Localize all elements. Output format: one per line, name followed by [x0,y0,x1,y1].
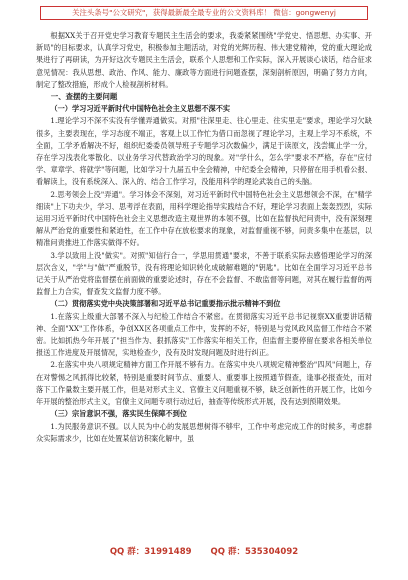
item-paragraph-4: 1.在落实上级重大部署不深入与纪检工作结合不紧密。在贯彻落实习近平总书记视察XX重要讲话精神、全面"XX"工作体系，争创XX区各项重点工作中，发挥的不好，特别是与党风政风监督工作结合不紧密。比如抓热今年开展了"担当作为、狠抓落实"工作落实年相关工作，但监督主要停留在要求各相关单位报送工作进度及开展情况，实地检查少，没有及时发现问题及时进行纠正。 [36,311,372,358]
item-paragraph-1: 1.理论学习不深不实没有学懂弄通做实。对照"往深里走、往心里走、往实里走"要求，理论学习欠缺很多，主要表现在，学习态度不端正，客观上以工作忙为借口而忽视了理论学习，主观上学习不系统，不全面，工学矛盾解决不好，组织纪委委员领导班子专题学习次数偏少，满足于读原文，浅尝辄止学一分，存在学习浅表化零散化、以业务学习代替政治学习的现象。对"学什么，怎么学"要求不严格，存在"应付学、章章学、将就学"等问题，比如学习十九届五中全会精神，中纪委全会精神，只停留在用手机看公报、看解读上，没有系统深入、深入的、结合工作学习，没能用科学的理论武装自己的头脑。 [36,116,372,187]
document-body [36,30,372,535]
header-banner[interactable]: 关注头条号"公文研究"，获得最新最全最专业的公文资料库！ 微信：gongwenyj [40,6,368,20]
footer-contact [0,545,408,559]
item-paragraph-3: 3.学以致用上没"做实"。对照"知信行合一，学思用贯通"要求，不善于联系实际去感悟理论学习的深层次含义，"学"与"做"严重脱节，没有将理论知识转化成破解难题的"钥匙"。比如在全面学习习近平总书记关于从严治党将监督摆在前面做的重要论述时，存在不会监督、不敢监督等问题，对其在履行监督的两监督上力合实，督查发文监督力度不够。 [36,250,372,297]
section-heading: 一、查摆的主要问题 [50,92,118,102]
subsection-heading-2: （二）贯彻落实党中央决策部署和习近平总书记重要指示批示精神不到位 [50,299,281,309]
qq-group-2: QQ 群：535304092 [210,547,299,557]
item-paragraph-6: 1.为民服务意识不强。以人民为中心的发展思想树得不够牢，工作中考虑完成工作的时候多，考虑群众实际需求少，比如在处置某信访积案化解中，虽 [36,421,372,443]
subsection-heading-3: （三）宗旨意识不强，落实民生保障不到位 [50,409,187,419]
item-paragraph-2: 2.思考领会上没"弄通"。学习体会不深刻，对习近平新时代中国特色社会主义思想领会不深，在"精学细读"上下功夫少，学习、思考浮在表面，用科学理论指导实践结合不好，理论学习表面上轰轰烈烈，实际运用习近平新时代中国特色社会主义思想改造主观世界的本领不强，比如在监督执纪问责中，没有深刻理解从严治党的重要性和紧迫性，在工作中存在放松要求的现象，对监督重视不够，问责多集中在基层，以精准问责推进工作落实做得不好。 [36,189,372,248]
item-paragraph-5: 2.在落实中央八项规定精神方面工作开展不够有力。在落实中央八项规定精神整治"四风"问题上，存在对警惕之风抓得比较紧，特别是重要时间节点、重要人、重要事上按照通节假查，逢事必报查处，而对落下工作量数主要开展工作，但是对形式主义、官僚主义问题重视不够，缺乏创新性的开展工作，比如今年开展的整治形式主义，官僚主义问题专项行动过后，抽查等传统形式开展，没有达到预期效果。 [36,360,372,407]
intro-paragraph: 根据XX关于召开党史学习教育专题民主生活会的要求，我委紧紧围绕"学党史、悟思想、办实事、开新局"的目标要求，认真学习党史，积极参加主题活动，对党的光辉历程、伟大建党精神，党的重大理论成果进行了再研读，为开好这次专题民主生活会，联系个人思想和工作实际，深入开展谈心谈话，结合征求意见情况：我从思想、政治、作风、能力、廉政等方面进行问题查摆，深刻剖析原因，明确了努力方向，制定了整改措施，形成个人检视剖析材料。 [36,31,372,89]
qq-group-1: QQ 群：31991489 [109,547,192,557]
subsection-heading-1: （一）学习习近平新时代中国特色社会主义思想不深不实 [50,104,231,114]
